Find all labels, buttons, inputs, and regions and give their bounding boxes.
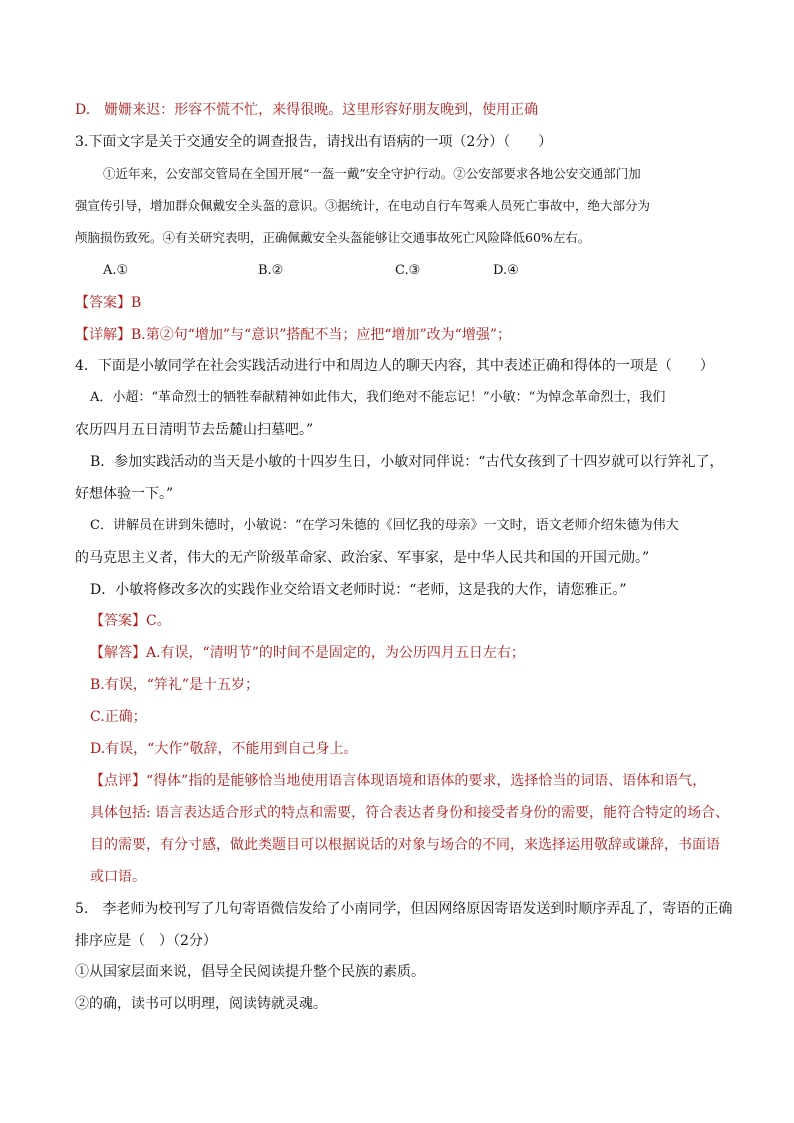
- q4-option-d: D．小敏将修改多次的实践作业交给语文老师时说：“老师，这是我的大作，请您雅正。”: [90, 582, 627, 598]
- q3-passage-line: 颅脑损伤致死。④有关研究表明，正确佩戴安全头盔能够让交通事故死亡风险降低60%左右。: [75, 230, 591, 245]
- q2-option-d: D. 姗姗来迟：形容不慌不忙，来得很晚。这里形容好朋友晚到，使用正确: [75, 102, 539, 118]
- q4-comment-line: 【点评】“得体”指的是能够恰当地使用语言体现语境和语体的要求，选择恰当的词语、语体和语气，: [90, 773, 707, 789]
- q4-option-c-line: 的马克思主义者，伟大的无产阶级革命家、政治家、军事家，是中华人民共和国的开国元勋。”: [75, 550, 650, 566]
- q3-stem: 3.下面文字是关于交通安全的调查报告，请找出有语病的一项（2分）（ ）: [75, 134, 553, 150]
- q4-option-a-line: 农历四月五日清明节去岳麓山扫墓吧。”: [75, 422, 314, 438]
- q4-answer: 【答案】C。: [90, 613, 171, 629]
- q4-option-b-line: 好想体验一下。”: [75, 486, 174, 502]
- q4-comment-line: 具体包括: 语言表达适合形式的特点和需要，符合表达者身份和接受者身份的需要，能符合特定的场合、: [90, 805, 730, 821]
- q5-stem-line: 5. 李老师为校刊写了几句寄语微信发给了小南同学，但因网络原因寄语发送到时顺序弄乱了，寄语的正确: [75, 901, 733, 917]
- q3-answer: 【答案】B: [75, 295, 142, 311]
- q5-item: ②的确，读书可以明理，阅读铸就灵魂。: [75, 996, 327, 1012]
- q4-analysis-line: D.有误，“大作”敬辞，不能用到自己身上。: [90, 741, 358, 757]
- q4-option-c-line: C．讲解员在讲到朱德时，小敏说：“在学习朱德的《回忆我的母亲》一文时，语文老师介绍朱德为伟大: [90, 518, 679, 533]
- q4-comment-line: 或口语。: [90, 869, 146, 885]
- q5-stem-line: 排序应是（ ）（2分）: [75, 933, 217, 949]
- q3-option-d: D.④: [493, 263, 519, 278]
- q4-comment-line: 目的需要，有分寸感，做此类题目可以根据说话的对象与场合的不同，来选择运用敬辞或谦辞，书面语: [90, 837, 720, 853]
- q4-option-b-line: B．参加实践活动的当天是小敏的十四岁生日，小敏对同伴说：“古代女孩到了十四岁就可以行笄礼了，: [90, 454, 724, 470]
- q4-analysis-line: 【解答】A.有误，“清明节”的时间不是固定的，为公历四月五日左右；: [90, 645, 525, 661]
- q4-option-a-line: A．小超：“革命烈士的牺牲奉献精神如此伟大，我们绝对不能忘记！”小敏：“为悼念革命烈士，我们: [90, 390, 666, 405]
- q3-option-c: C.③: [395, 263, 421, 278]
- q4-stem: 4．下面是小敏同学在社会实践活动进行中和周边人的聊天内容，其中表述正确和得体的一项是（ ）: [75, 358, 714, 374]
- q4-analysis-line: C.正确；: [90, 709, 147, 725]
- q4-analysis-line: B.有误，“笄礼”是十五岁；: [90, 677, 260, 693]
- q3-option-b: B.②: [258, 263, 284, 278]
- q5-item: ①从国家层面来说，倡导全民阅读提升整个民族的素质。: [75, 964, 425, 980]
- q3-passage-line: 强宣传引导，增加群众佩戴安全头盔的意识。③据统计，在电动自行车驾乘人员死亡事故中，绝大部分为: [75, 198, 651, 213]
- q3-explanation: 【详解】B.第②句“增加”与“意识”搭配不当；应把“增加”改为“增强”；: [75, 327, 511, 343]
- q3-option-a: A.①: [103, 263, 129, 278]
- q3-passage-line: ①近年来，公安部交管局在全国开展“一盔一戴”安全守护行动。②公安部要求各地公安交通部门加: [103, 166, 641, 181]
